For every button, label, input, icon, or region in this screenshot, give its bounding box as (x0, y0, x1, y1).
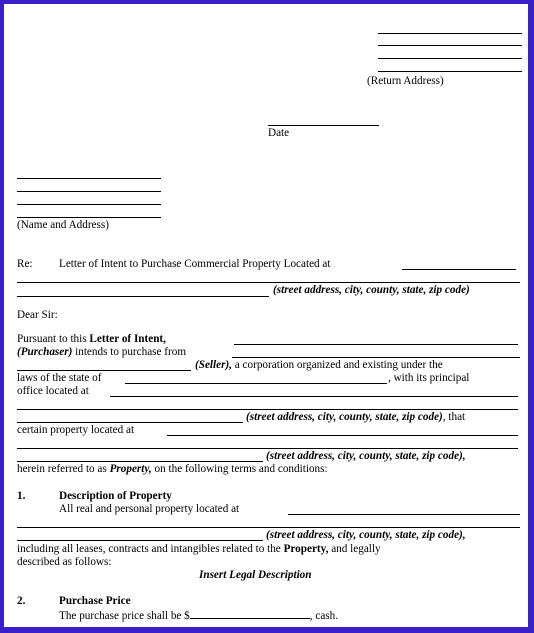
return-address-line-3 (378, 58, 522, 59)
paragraph-l6-post: , that (442, 411, 466, 423)
section1-number: 1. (17, 490, 26, 502)
paragraph-line-1 (17, 333, 166, 346)
seller-term: (Seller), (195, 359, 232, 371)
re-blank-1 (402, 269, 516, 270)
name-address-line-3 (17, 204, 161, 205)
paragraph-blank-9 (17, 448, 518, 449)
paragraph-line-3 (195, 359, 443, 372)
section1-title: Description of Property (59, 490, 172, 502)
date-line (268, 125, 379, 126)
re-text: Letter of Intent to Purchase Commercial Property Located at (59, 258, 331, 270)
paragraph-l9-pre: herein referred to as (17, 463, 110, 475)
paragraph-blank-3 (17, 370, 191, 371)
section1-line-1: All real and personal property located at (59, 503, 240, 515)
section2-line-1 (59, 608, 338, 623)
return-address-line-4 (378, 71, 522, 72)
paragraph-address-note-1: (street address, city, county, state, zip code) (246, 411, 443, 423)
paragraph-blank-10 (17, 461, 263, 462)
section2-l1-post: , cash. (309, 610, 339, 622)
re-blank-2 (17, 282, 520, 283)
paragraph-l4-post: , with its principal (388, 372, 470, 384)
paragraph-l2-text: intends to purchase from (72, 346, 187, 358)
name-address-line-1 (17, 178, 161, 179)
paragraph-blank-7 (17, 422, 243, 423)
insert-legal-description: Insert Legal Description (199, 569, 312, 581)
section1-property-term: Property, (283, 543, 329, 555)
purchaser-term: (Purchaser) (17, 346, 73, 358)
section1-blank-1 (288, 514, 520, 515)
section2-number: 2. (17, 595, 26, 607)
paragraph-blank-4 (125, 383, 387, 384)
paragraph-line-4 (17, 372, 102, 385)
purchase-price-blank (190, 608, 310, 619)
section1-address-note: (street address, city, county, state, zip code), (266, 529, 466, 541)
name-address-label: (Name and Address) (17, 219, 109, 231)
section1-line-4: described as follows: (17, 556, 112, 568)
re-address-note: (street address, city, county, state, zip code) (273, 284, 470, 296)
paragraph-line-5: office located at (17, 385, 89, 397)
section1-l3-post: and legally (328, 543, 381, 555)
paragraph-blank-2 (232, 357, 520, 358)
salutation: Dear Sir: (17, 309, 58, 321)
section1-blank-3 (17, 540, 263, 541)
paragraph-line-2 (17, 346, 186, 359)
section2-l1-pre: The purchase price shall be $ (59, 610, 190, 622)
paragraph-address-note-2: (street address, city, county, state, zip code), (266, 450, 466, 462)
paragraph-l9-post: on the following terms and conditions: (151, 463, 328, 475)
paragraph-line-7: certain property located at (17, 424, 135, 436)
re-blank-3 (17, 296, 269, 297)
paragraph-line-9 (17, 463, 328, 476)
name-address-line-2 (17, 191, 161, 192)
section1-line-3 (17, 543, 381, 556)
return-address-label: (Return Address) (367, 75, 444, 87)
paragraph-line-6 (246, 411, 465, 424)
property-term: Property, (109, 463, 152, 475)
letter-of-intent-term: Letter of Intent, (89, 333, 166, 345)
return-address-line-1 (378, 33, 522, 34)
return-address-line-2 (378, 45, 522, 46)
paragraph-l3-text: a corporation organized and existing under the (231, 359, 443, 371)
paragraph-l1-pre: Pursuant to this (17, 333, 90, 345)
section1-blank-2 (17, 527, 520, 528)
name-address-line-4 (17, 217, 161, 218)
paragraph-blank-8 (167, 435, 518, 436)
paragraph-blank-5 (110, 396, 518, 397)
paragraph-blank-1 (234, 344, 518, 345)
re-label: Re: (17, 258, 33, 270)
section2-title: Purchase Price (59, 595, 131, 607)
paragraph-blank-6 (17, 409, 518, 410)
date-label: Date (268, 127, 290, 139)
paragraph-l4-pre: laws of the state of (17, 372, 102, 384)
section1-l3-pre: including all leases, contracts and intangibles related to the (17, 543, 284, 555)
